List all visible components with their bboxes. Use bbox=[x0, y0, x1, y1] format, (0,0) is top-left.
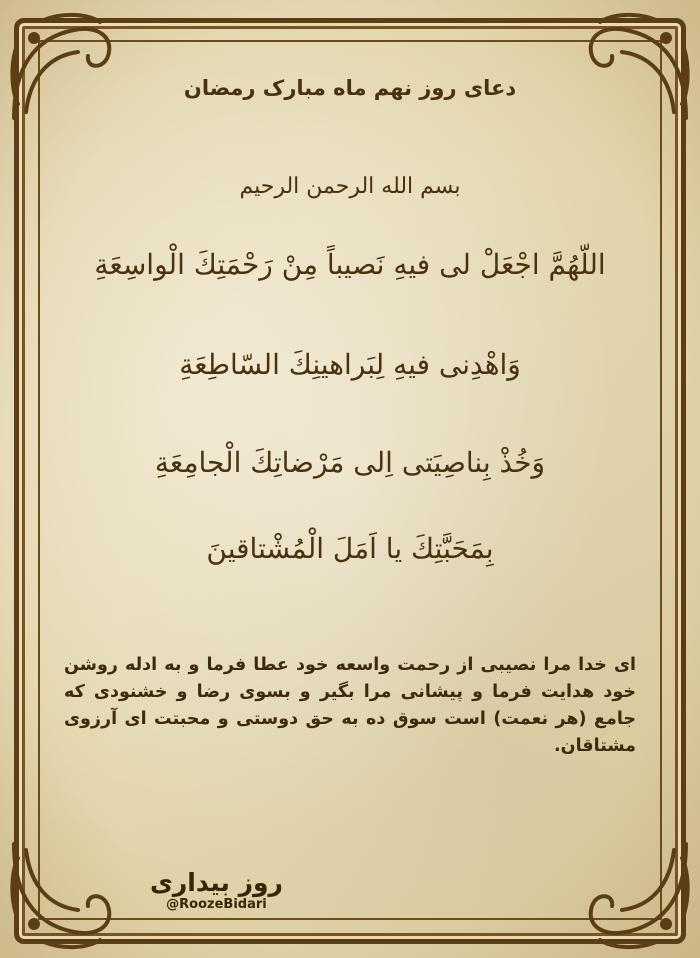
prayer-line-3: وَخُذْ بِناصِیَتی اِلی مَرْضاتِكَ الْجامِعَةِ bbox=[154, 446, 546, 479]
inner-frame-border bbox=[38, 40, 662, 920]
bismillah: بسم الله الرحمن الرحیم bbox=[239, 174, 461, 199]
corner-ornament-bottom-left bbox=[4, 834, 124, 954]
prayer-line-2: وَاهْدِنی فیهِ لِبَراهینِكَ السّاطِعَةِ bbox=[179, 348, 521, 381]
prayer-line-1: اللّهُمَّ اجْعَلْ لی فیهِ نَصیباً مِنْ رَحْمَتِكَ الْواسِعَةِ bbox=[94, 248, 606, 281]
brand-name: روز بیداری bbox=[150, 868, 283, 897]
brand-handle: @RoozeBidari bbox=[166, 897, 267, 912]
prayer-line-4: بِمَحَبَّتِكَ یا اَمَلَ الْمُشْتاقینَ bbox=[206, 532, 494, 565]
corner-ornament-top-left bbox=[4, 8, 124, 128]
corner-ornament-bottom-right bbox=[576, 834, 696, 954]
persian-translation: ای خدا مرا نصیبی از رحمت واسعه خود عطا فرما و به ادله روشن خود هدایت فرما و پیشانی مرا بگیر و بسوی رضا و خشنودی که جامع (هر نعمت) است سوق ده به حق دوستی و محبتت ای آرزوی مشتاقان. bbox=[64, 655, 636, 757]
brand-logo bbox=[150, 870, 283, 912]
corner-ornament-top-right bbox=[576, 8, 696, 128]
page-title: دعای روز نهم ماه مبارک رمضان bbox=[183, 76, 517, 100]
